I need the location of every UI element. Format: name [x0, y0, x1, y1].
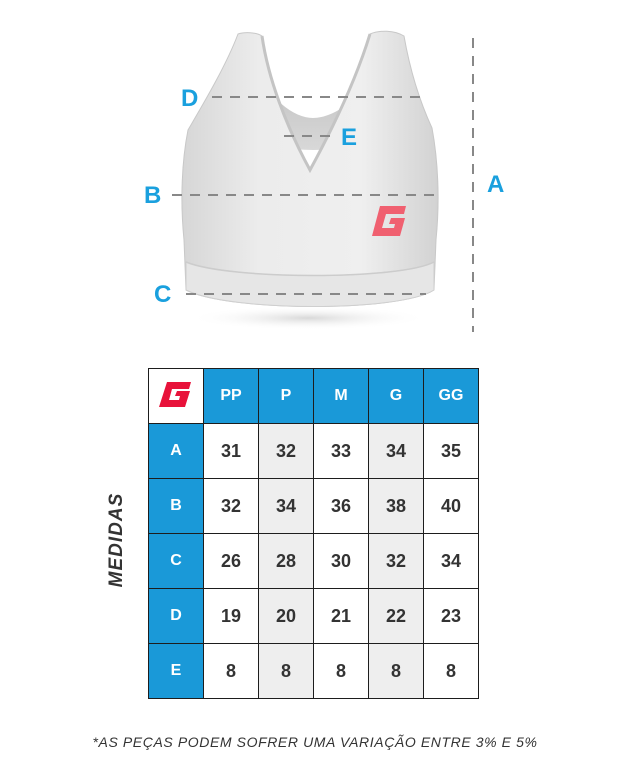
table-cell: 8	[369, 644, 424, 699]
table-row	[149, 534, 479, 589]
table-row	[149, 479, 479, 534]
label-b: B	[144, 182, 162, 209]
row-label-d: D	[149, 589, 204, 644]
table-cell: 8	[314, 644, 369, 699]
label-e: E	[341, 124, 358, 151]
size-header-gg: GG	[424, 369, 479, 424]
table-cell: 26	[204, 534, 259, 589]
size-header-pp: PP	[204, 369, 259, 424]
table-cell: 32	[369, 534, 424, 589]
table-cell: 35	[424, 424, 479, 479]
table-cell: 28	[259, 534, 314, 589]
row-label-e: E	[149, 644, 204, 699]
label-d: D	[181, 85, 199, 112]
table-row	[149, 644, 479, 699]
table-cell: 40	[424, 479, 479, 534]
medidas-label: MEDIDAS	[106, 492, 127, 588]
footnote: *AS PEÇAS PODEM SOFRER UMA VARIAÇÃO ENTRE 3% E 5%	[92, 734, 538, 750]
table-cell: 32	[259, 424, 314, 479]
brand-logo-cell	[149, 369, 204, 424]
brand-logo-icon	[159, 380, 193, 408]
table-cell: 8	[204, 644, 259, 699]
garment-illustration	[0, 0, 630, 345]
table-cell: 21	[314, 589, 369, 644]
table-cell: 20	[259, 589, 314, 644]
table-cell: 19	[204, 589, 259, 644]
table-cell: 23	[424, 589, 479, 644]
sports-bra-image	[0, 0, 630, 345]
size-header-g: G	[369, 369, 424, 424]
table-row	[149, 589, 479, 644]
table-cell: 34	[369, 424, 424, 479]
label-c: C	[154, 281, 172, 308]
row-label-b: B	[149, 479, 204, 534]
table-cell: 8	[259, 644, 314, 699]
table-cell: 22	[369, 589, 424, 644]
table-cell: 33	[314, 424, 369, 479]
size-header-p: P	[259, 369, 314, 424]
row-label-a: A	[149, 424, 204, 479]
row-label-c: C	[149, 534, 204, 589]
table-cell: 30	[314, 534, 369, 589]
table-cell: 32	[204, 479, 259, 534]
label-a: A	[487, 171, 505, 198]
table-cell: 8	[424, 644, 479, 699]
size-header-m: M	[314, 369, 369, 424]
table-cell: 34	[424, 534, 479, 589]
size-table	[148, 368, 479, 699]
table-cell: 31	[204, 424, 259, 479]
table-cell: 34	[259, 479, 314, 534]
table-cell: 38	[369, 479, 424, 534]
table-row	[149, 424, 479, 479]
size-header-row	[149, 369, 479, 424]
table-cell: 36	[314, 479, 369, 534]
